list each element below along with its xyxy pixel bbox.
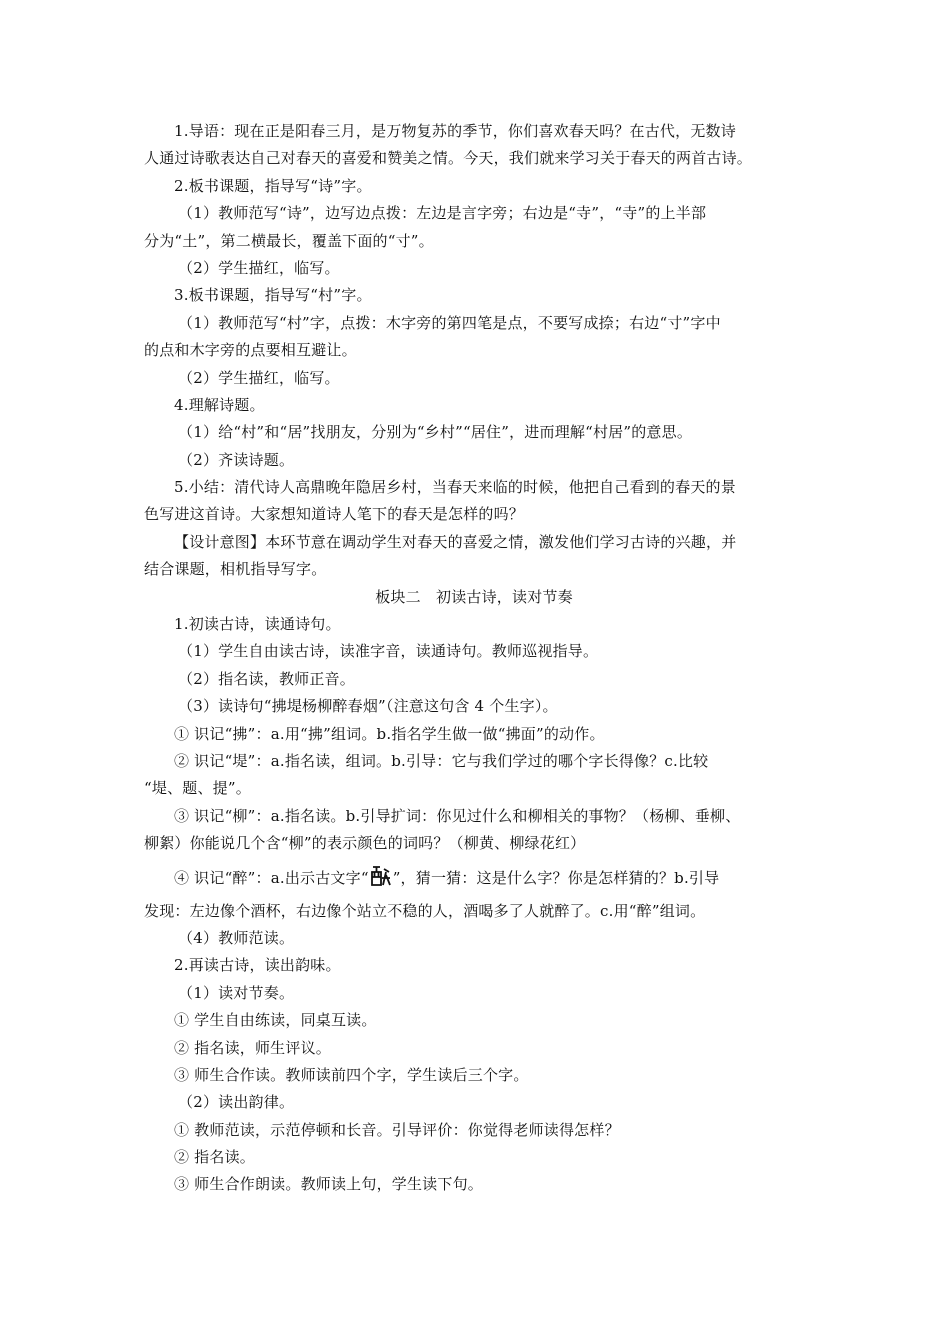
paragraph-line: ③ 师生合作朗读。教师读上句，学生读下句。 bbox=[174, 1175, 483, 1194]
paragraph-line: 1.初读古诗，读通诗句。 bbox=[174, 615, 341, 634]
paragraph-line: 1.导语：现在正是阳春三月，是万物复苏的季节，你们喜欢春天吗？在古代，无数诗 bbox=[174, 122, 736, 140]
paragraph-line: （3）读诗句“拂堤杨柳醉春烟”（注意这句含 4 个生字）。 bbox=[178, 697, 558, 716]
paragraph-line: ② 识记“堤”：a.指名读，组词。b.引导：它与我们学过的哪个字长得像？c.比较 bbox=[174, 751, 709, 770]
paragraph-line: ① 学生自由练读，同桌互读。 bbox=[174, 1011, 377, 1030]
paragraph-line: 人通过诗歌表达自己对春天的喜爱和赞美之情。今天，我们就来学习关于春天的两首古诗。 bbox=[144, 149, 753, 168]
paragraph-line: （1）教师范写“诗”，边写边点拨：左边是言字旁；右边是“寺”，“寺”的上半部 bbox=[178, 204, 707, 223]
paragraph-line: ③ 师生合作读。教师读前四个字，学生读后三个字。 bbox=[174, 1065, 529, 1084]
paragraph-line: ① 识记“拂”：a.用“拂”组词。b.指名学生做一做“拂面”的动作。 bbox=[174, 724, 605, 743]
paragraph-line: 分为“土”，第二横最长，覆盖下面的“寸”。 bbox=[144, 231, 434, 250]
line-text-before-glyph: ④ 识记“醉”：a.出示古文字“ bbox=[174, 868, 369, 887]
paragraph-line: 2.板书课题，指导写“诗”字。 bbox=[174, 176, 372, 195]
paragraph-line: 色写进这首诗。大家想知道诗人笔下的春天是怎样的吗？ bbox=[144, 505, 525, 524]
paragraph-line: ① 教师范读，示范停顿和长音。引导评价：你觉得老师读得怎样？ bbox=[174, 1120, 620, 1139]
document-page bbox=[144, 118, 804, 1199]
line-text-after-glyph: ”，猜一猜：这是什么字？你是怎样猜的？b.引导 bbox=[392, 868, 720, 887]
paragraph-line: （2）读出韵律。 bbox=[178, 1093, 295, 1112]
paragraph-line: 的点和木字旁的点要相互避让。 bbox=[144, 341, 357, 360]
paragraph-line: 2.再读古诗，读出韵味。 bbox=[174, 956, 341, 975]
paragraph-line: ② 指名读，师生评议。 bbox=[174, 1038, 331, 1057]
paragraph-line: （2）学生描红，临写。 bbox=[178, 368, 340, 387]
paragraph-line: 发现：左边像个酒杯，右边像个站立不稳的人，酒喝多了人就醉了。c.用“醉”组词。 bbox=[144, 901, 706, 920]
design-intent-line: 【设计意图】本环节意在调动学生对春天的喜爱之情，激发他们学习古诗的兴趣，并 bbox=[174, 532, 737, 551]
paragraph-line: （2）指名读，教师正音。 bbox=[178, 669, 355, 688]
paragraph-line: ③ 识记“柳”：a.指名读。b.引导扩词：你见过什么和柳相关的事物？（杨柳、垂柳、 bbox=[174, 806, 741, 825]
ancient-character-glyph-icon bbox=[370, 863, 392, 889]
paragraph-line: 柳絮）你能说几个含“柳”的表示颜色的词吗？（柳黄、柳绿花红） bbox=[144, 834, 586, 853]
paragraph-line: ② 指名读。 bbox=[174, 1148, 255, 1167]
section-heading: 板块二 初读古诗，读对节奏 bbox=[375, 587, 573, 606]
paragraph-line: （2）齐读诗题。 bbox=[178, 450, 295, 469]
paragraph-line: （1）读对节奏。 bbox=[178, 983, 295, 1002]
paragraph-line: 结合课题，相机指导写字。 bbox=[144, 560, 327, 579]
paragraph-line: （1）学生自由读古诗，读准字音，读通诗句。教师巡视指导。 bbox=[178, 642, 599, 661]
paragraph-line: （2）学生描红，临写。 bbox=[178, 258, 340, 277]
paragraph-line bbox=[144, 858, 804, 898]
paragraph-line: 5.小结：清代诗人高鼎晚年隐居乡村，当春天来临的时候，他把自己看到的春天的景 bbox=[174, 478, 736, 497]
paragraph-line: “堤、题、提”。 bbox=[144, 779, 251, 798]
paragraph-line: （1）教师范写“村”字，点拨：木字旁的第四笔是点，不要写成捺；右边“寸”字中 bbox=[178, 313, 721, 332]
paragraph-line: （4）教师范读。 bbox=[178, 928, 295, 947]
paragraph-line: 3.板书课题，指导写“村”字。 bbox=[174, 286, 372, 305]
paragraph-line: 4.理解诗题。 bbox=[174, 395, 265, 414]
paragraph-line: （1）给“村”和“居”找朋友，分别为“乡村”“居住”，进而理解“村居”的意思。 bbox=[178, 423, 693, 442]
